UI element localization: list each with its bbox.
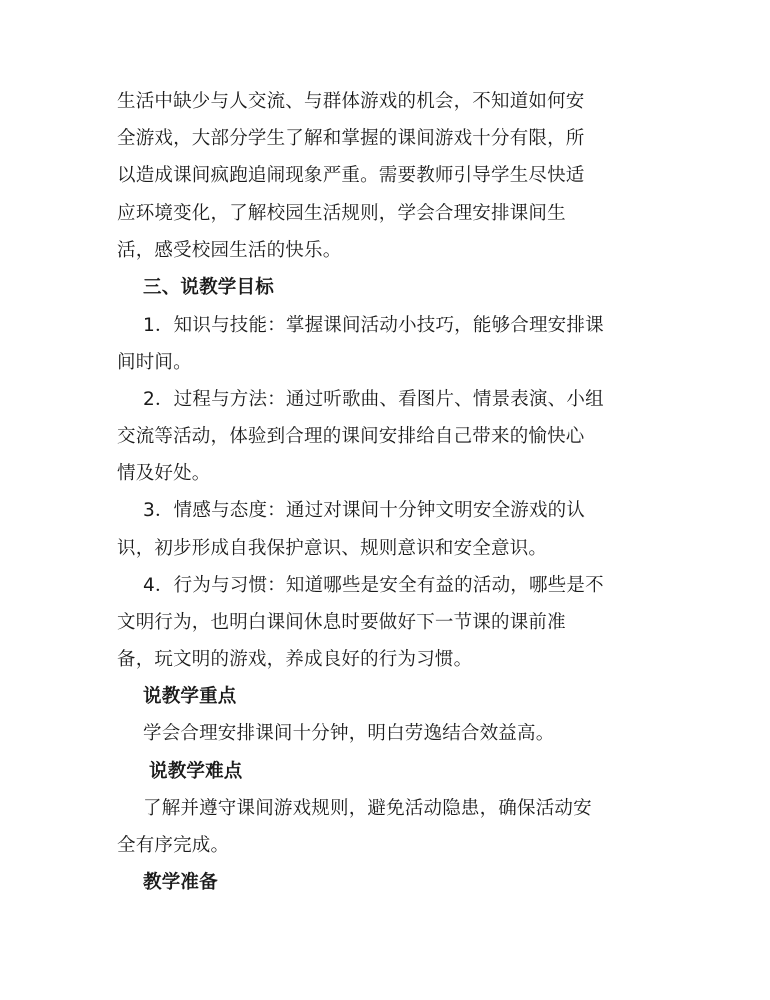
goal-2-line-2: 交流等活动，体验到合理的课间安排给自己带来的愉快心 [117,426,585,447]
preparation-heading: 教学准备 [143,872,218,893]
intro-line-5: 活，感受校园生活的快乐。 [117,240,342,261]
goal-4-line-2: 文明行为，也明白课间休息时要做好下一节课的课前准 [117,612,566,633]
difficulties-line-1: 了解并遵守课间游戏规则，避免活动隐患，确保活动安 [143,798,592,819]
goals-heading: 三、说教学目标 [143,277,274,298]
goal-1-line-1: 1．知识与技能：掌握课间活动小技巧，能够合理安排课 [143,315,604,336]
key-points-line-1: 学会合理安排课间十分钟，明白劳逸结合效益高。 [143,723,555,744]
goal-2-line-1: 2．过程与方法：通过听歌曲、看图片、情景表演、小组 [143,389,604,410]
key-points-heading: 说教学重点 [143,686,237,707]
intro-line-3: 以造成课间疯跑追闹现象严重。需要教师引导学生尽快适 [117,165,585,186]
goal-1-line-2: 间时间。 [117,352,192,373]
goal-3-line-1: 3．情感与态度：通过对课间十分钟文明安全游戏的认 [143,500,586,521]
goal-4-line-3: 备，玩文明的游戏，养成良好的行为习惯。 [117,649,473,670]
goal-2-line-3: 情及好处。 [117,463,211,484]
goal-4-line-1: 4．行为与习惯：知道哪些是安全有益的活动，哪些是不 [143,575,604,596]
difficulties-line-2: 全有序完成。 [117,835,230,856]
goal-3-line-2: 识，初步形成自我保护意识、规则意识和安全意识。 [117,538,548,559]
intro-line-2: 全游戏，大部分学生了解和掌握的课间游戏十分有限，所 [117,128,585,149]
difficulties-heading: 说教学难点 [149,761,243,782]
intro-line-1: 生活中缺少与人交流、与群体游戏的机会，不知道如何安 [117,91,585,112]
intro-line-4: 应环境变化，了解校园生活规则，学会合理安排课间生 [117,203,566,224]
